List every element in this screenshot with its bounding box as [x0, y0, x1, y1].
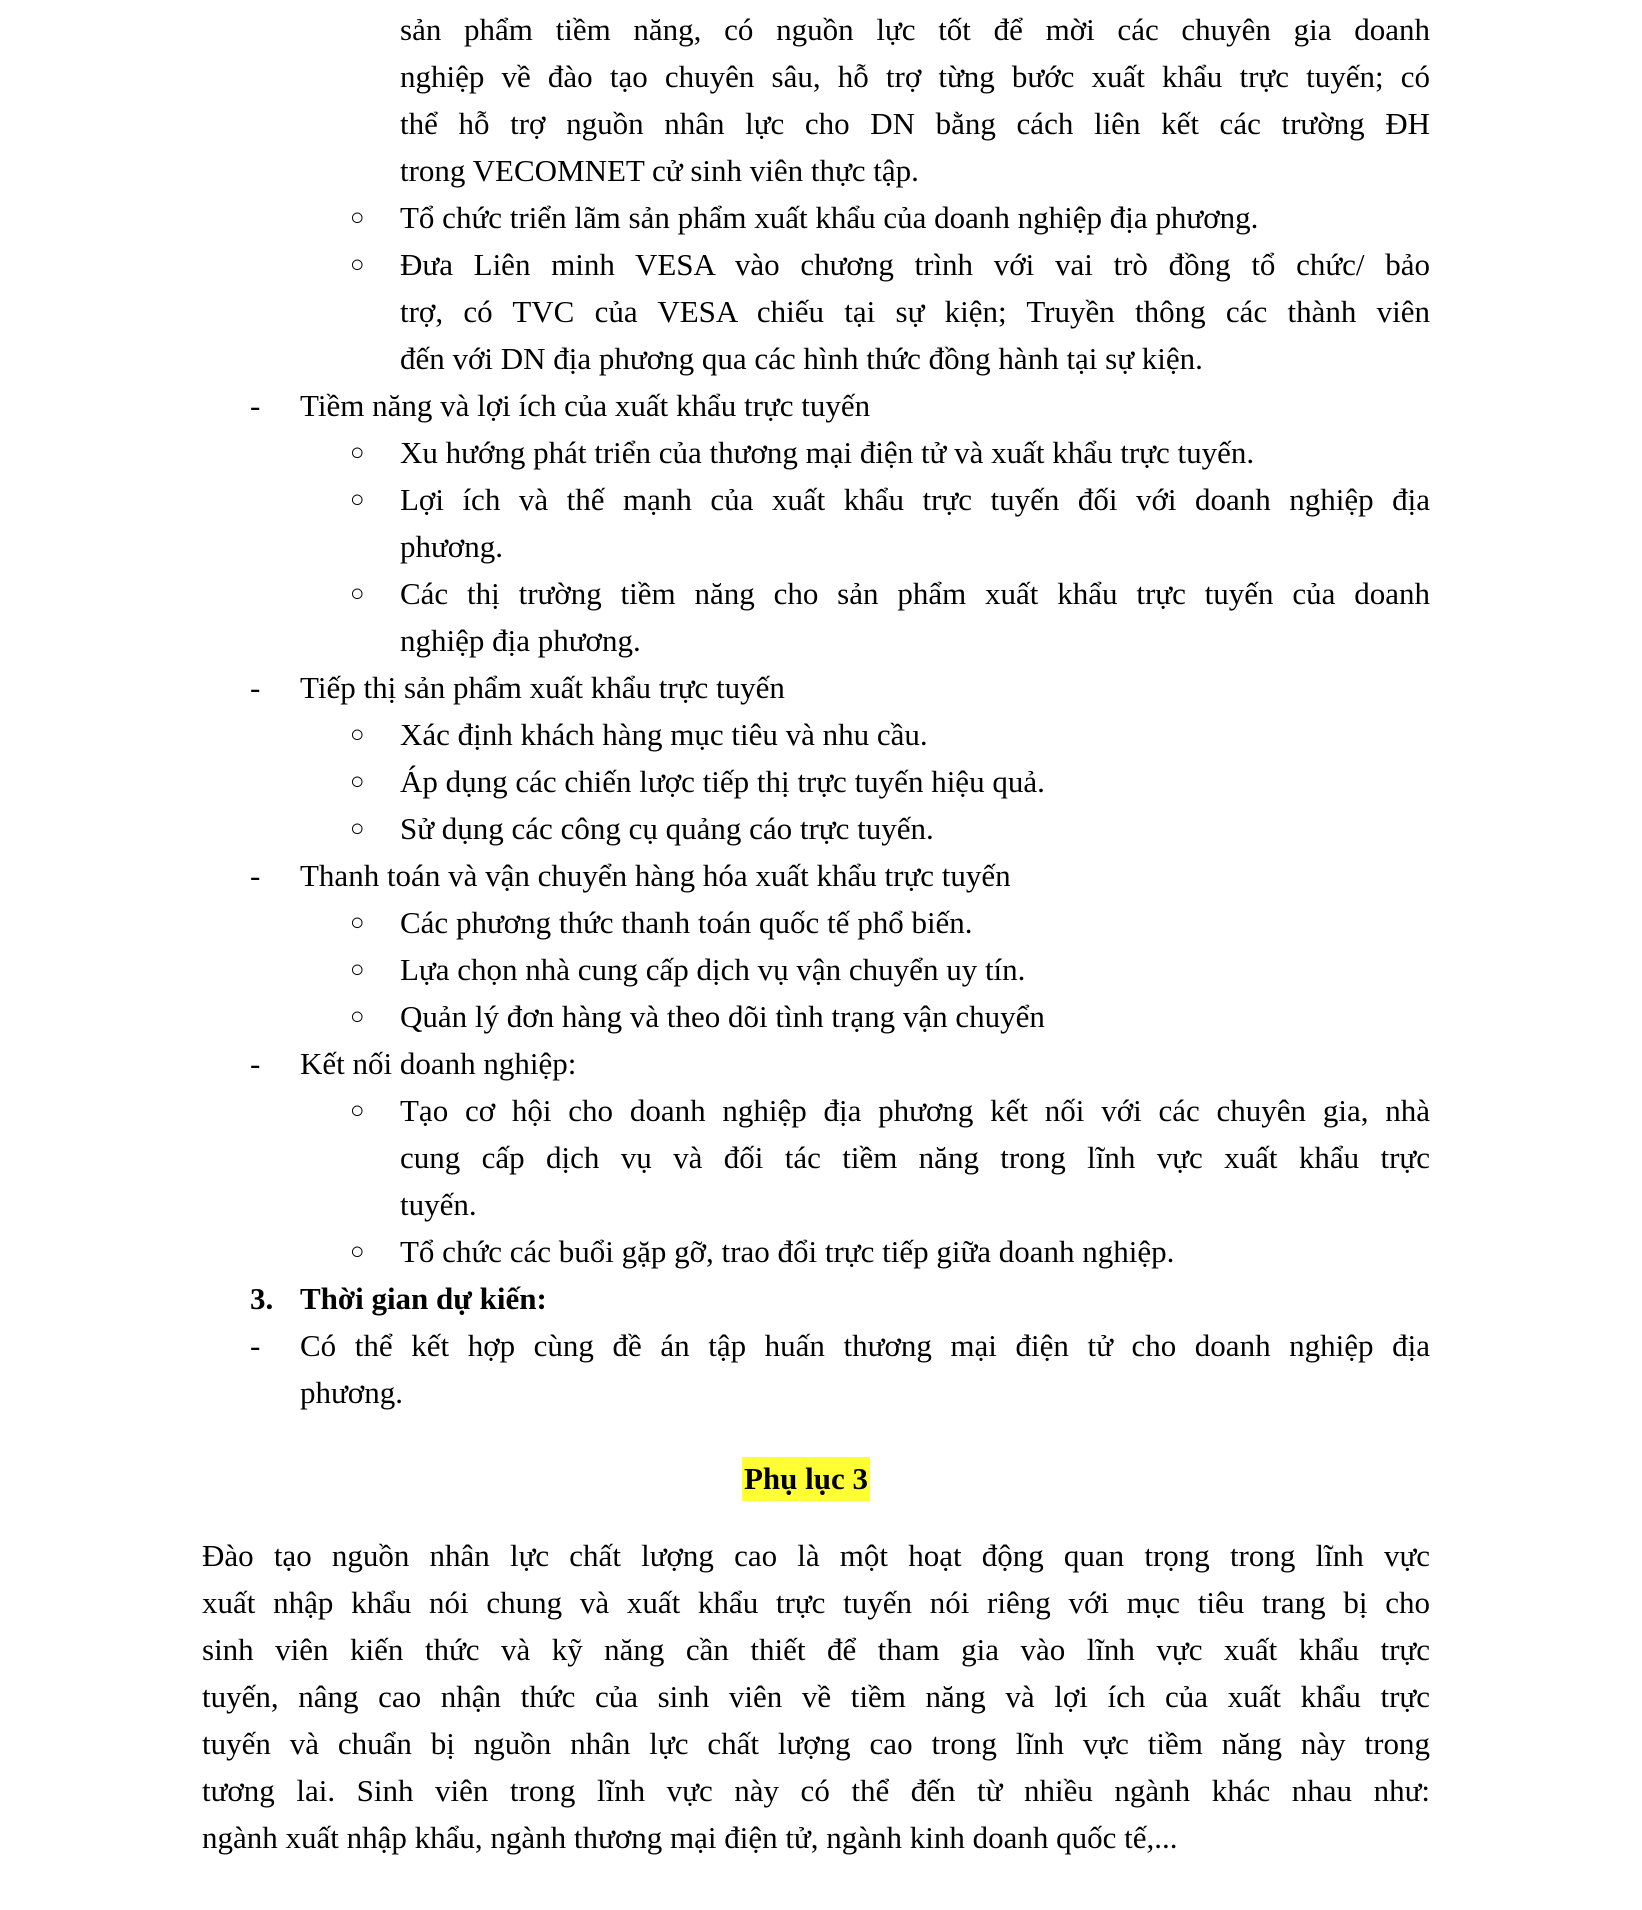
list-item-text: phương. — [300, 1375, 403, 1410]
circle-bullet-icon: ○ — [350, 1239, 365, 1265]
list-item-text: tuyến. — [400, 1187, 477, 1222]
section-heading: Thanh toán và vận chuyển hàng hóa xuất khẩu trực tuyến — [300, 858, 1011, 893]
circle-bullet-icon: ○ — [350, 581, 365, 607]
circle-bullet-icon: ○ — [350, 957, 365, 983]
list-item-text: Các phương thức thanh toán quốc tế phổ biến. — [400, 905, 973, 940]
list-item-text: trong VECOMNET cử sinh viên thực tập. — [400, 153, 919, 188]
appendix-title: Phụ lục 3 — [742, 1457, 870, 1501]
list-item-text: Lựa chọn nhà cung cấp dịch vụ vận chuyển uy tín. — [400, 952, 1026, 987]
list-item-text: trợ, có TVC của VESA chiếu tại sự kiện; Truyền thông các thành viên — [400, 294, 1430, 329]
paragraph-line: xuất nhập khẩu nói chung và xuất khẩu trực tuyến nói riêng với mục tiêu trang bị cho — [202, 1585, 1430, 1620]
circle-bullet-icon: ○ — [350, 1004, 365, 1030]
list-item-text: Tổ chức các buổi gặp gỡ, trao đổi trực tiếp giữa doanh nghiệp. — [400, 1234, 1175, 1269]
section-number: 3. — [250, 1281, 274, 1316]
section-heading: Thời gian dự kiến: — [300, 1281, 547, 1316]
dash-bullet-icon: - — [250, 388, 261, 423]
paragraph-line: tuyến và chuẩn bị nguồn nhân lực chất lượng cao trong lĩnh vực tiềm năng này trong — [202, 1726, 1430, 1761]
list-item-text: nghiệp địa phương. — [400, 623, 641, 658]
list-item-text: Lợi ích và thế mạnh của xuất khẩu trực tuyến đối với doanh nghiệp địa — [400, 482, 1430, 517]
list-item-text: Có thể kết hợp cùng đề án tập huấn thương mại điện tử cho doanh nghiệp địa — [300, 1328, 1430, 1363]
list-item-text: nghiệp về đào tạo chuyên sâu, hỗ trợ từng bước xuất khẩu trực tuyến; có — [400, 59, 1430, 94]
list-item-text: Các thị trường tiềm năng cho sản phẩm xuất khẩu trực tuyến của doanh — [400, 576, 1430, 611]
list-item-text: Xác định khách hàng mục tiêu và nhu cầu. — [400, 717, 928, 752]
list-item-text: thể hỗ trợ nguồn nhân lực cho DN bằng cách liên kết các trường ĐH — [400, 106, 1430, 141]
list-item-text: Sử dụng các công cụ quảng cáo trực tuyến. — [400, 811, 934, 846]
list-item-text: Xu hướng phát triển của thương mại điện tử và xuất khẩu trực tuyến. — [400, 435, 1255, 470]
circle-bullet-icon: ○ — [350, 440, 365, 466]
dash-bullet-icon: - — [250, 1328, 261, 1363]
circle-bullet-icon: ○ — [350, 910, 365, 936]
dash-bullet-icon: - — [250, 1046, 261, 1081]
list-item-text: Đưa Liên minh VESA vào chương trình với vai trò đồng tổ chức/ bảo — [400, 247, 1430, 282]
circle-bullet-icon: ○ — [350, 252, 365, 278]
list-item-text: Áp dụng các chiến lược tiếp thị trực tuyến hiệu quả. — [400, 764, 1045, 799]
circle-bullet-icon: ○ — [350, 722, 365, 748]
list-item-text: phương. — [400, 529, 503, 564]
list-item-text: Tạo cơ hội cho doanh nghiệp địa phương kết nối với các chuyên gia, nhà — [400, 1093, 1430, 1128]
circle-bullet-icon: ○ — [350, 1098, 365, 1124]
section-heading: Kết nối doanh nghiệp: — [300, 1046, 577, 1081]
circle-bullet-icon: ○ — [350, 205, 365, 231]
paragraph-line: tương lai. Sinh viên trong lĩnh vực này có thể đến từ nhiều ngành khác nhau như: — [202, 1773, 1430, 1808]
dash-bullet-icon: - — [250, 858, 261, 893]
section-heading: Tiếp thị sản phẩm xuất khẩu trực tuyến — [300, 670, 785, 705]
circle-bullet-icon: ○ — [350, 487, 365, 513]
circle-bullet-icon: ○ — [350, 769, 365, 795]
list-item-text: sản phẩm tiềm năng, có nguồn lực tốt để mời các chuyên gia doanh — [400, 12, 1430, 47]
list-item-text: đến với DN địa phương qua các hình thức đồng hành tại sự kiện. — [400, 341, 1203, 376]
circle-bullet-icon: ○ — [350, 816, 365, 842]
paragraph-line: ngành xuất nhập khẩu, ngành thương mại điện tử, ngành kinh doanh quốc tế,... — [202, 1820, 1178, 1855]
paragraph-line: sinh viên kiến thức và kỹ năng cần thiết để tham gia vào lĩnh vực xuất khẩu trực — [202, 1632, 1430, 1667]
dash-bullet-icon: - — [250, 670, 261, 705]
list-item-text: cung cấp dịch vụ và đối tác tiềm năng trong lĩnh vực xuất khẩu trực — [400, 1140, 1430, 1175]
section-heading: Tiềm năng và lợi ích của xuất khẩu trực tuyến — [300, 388, 871, 423]
list-item-text: Tổ chức triển lãm sản phẩm xuất khẩu của doanh nghiệp địa phương. — [400, 200, 1259, 235]
paragraph-line: Đào tạo nguồn nhân lực chất lượng cao là một hoạt động quan trọng trong lĩnh vực — [202, 1538, 1430, 1573]
paragraph-line: tuyến, nâng cao nhận thức của sinh viên về tiềm năng và lợi ích của xuất khẩu trực — [202, 1679, 1430, 1714]
list-item-text: Quản lý đơn hàng và theo dõi tình trạng vận chuyển — [400, 999, 1045, 1034]
